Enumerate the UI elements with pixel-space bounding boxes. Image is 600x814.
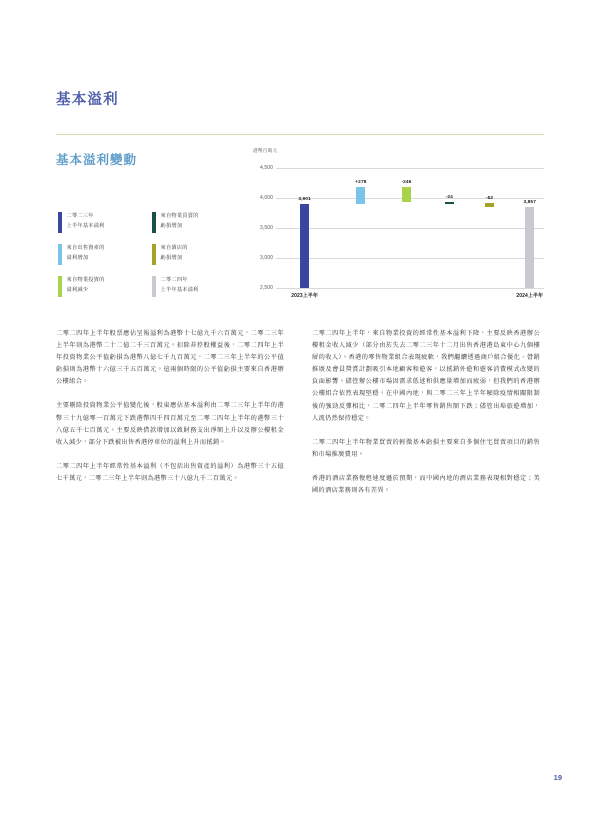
legend-column-left bbox=[58, 212, 144, 308]
legend-item bbox=[58, 244, 144, 265]
chart-x-label: 2023上半年 bbox=[291, 293, 319, 299]
chart-bar-label: 3,857 bbox=[523, 199, 536, 205]
chart-bar bbox=[300, 204, 309, 288]
body-paragraph: 香港的酒店業務復甦速度遜於預期，而中國內地的酒店業務表現相對穩定；美國的酒店業務則各有差異。 bbox=[312, 474, 540, 495]
legend-item-label: 來自物業投資的 溢利減少 bbox=[66, 277, 105, 293]
legend-item bbox=[58, 276, 144, 297]
chart-gridline bbox=[276, 258, 544, 259]
legend-item bbox=[152, 244, 238, 265]
basic-profit-waterfall-chart bbox=[248, 148, 548, 310]
chart-unit-label: 港幣百萬元 bbox=[253, 148, 278, 153]
page-title: 基本溢利 bbox=[56, 92, 119, 108]
legend-color-swatch bbox=[58, 244, 62, 265]
legend-color-swatch bbox=[152, 244, 156, 265]
legend-item bbox=[152, 276, 238, 297]
body-paragraph: 二零二四年上半年經常性基本溢利（不包括出售資產的溢利）為港幣三十五億七千萬元，二零二三年上半年則為港幣三十八億九千二百萬元。 bbox=[56, 462, 284, 482]
chart-y-tick: 3,000 bbox=[259, 255, 273, 261]
legend-item-label: 來自物業買賣的 虧損增加 bbox=[160, 213, 199, 229]
body-paragraph: 二零二四年上半年，來自物業投資的經常性基本溢利下降，主要反映香港辦公樓租金收入減少（部分由於失去二零二三年十二月出售香港港島東中心九個樓層的收入）。香港的零售物業組合表現疲軟，我們繼續透過商戶組合優化、營銷推廣及會員獎賞計劃吸引本地顧客和遊客，以抵銷外遊和遊客消費模式改變的負面影響。儘管辦公樓市場因需求低迷和供應量增加而疲弱，但我們的香港辦公樓組合依然表現堅穩。在中國內地，與二零二三年上半年解除疫情相關限制後的強勁反彈相比，二零二四年上半年零售銷售額下跌；儘管出埠旅遊增加，人流仍然保持穩定。 bbox=[312, 330, 540, 422]
chart-y-tick: 4,500 bbox=[259, 165, 273, 171]
legend-color-swatch bbox=[58, 276, 62, 297]
chart-y-tick: 4,000 bbox=[259, 195, 273, 201]
legend-item bbox=[152, 212, 238, 233]
chart-bar bbox=[356, 187, 365, 204]
chart-y-tick: 3,500 bbox=[259, 225, 273, 231]
chart-bar bbox=[445, 202, 454, 204]
chart-y-tick: 2,500 bbox=[259, 285, 273, 291]
legend-column-right bbox=[152, 212, 238, 308]
chart-bar-label: -24 bbox=[445, 195, 453, 201]
chart-section-title: 基本溢利變動 bbox=[56, 153, 138, 167]
legend-item-label: 二零二四年 上半年基本溢利 bbox=[160, 277, 199, 293]
legend-item-label: 來自酒店的 虧損增加 bbox=[160, 245, 188, 261]
body-paragraph: 二零二四年上半年物業買賣的輕微基本虧損主要來自多個住宅買賣項目的銷售和市場推廣費用。 bbox=[312, 438, 540, 458]
chart-gridline bbox=[276, 168, 544, 169]
chart-bar bbox=[402, 187, 411, 202]
body-column-left bbox=[56, 328, 284, 497]
chart-x-label: 2024上半年 bbox=[516, 293, 544, 299]
body-column-right bbox=[312, 328, 540, 509]
chart-gridline bbox=[276, 228, 544, 229]
legend-color-swatch bbox=[152, 212, 156, 233]
legend-color-swatch bbox=[152, 276, 156, 297]
chart-bar-label: -52 bbox=[485, 196, 494, 202]
chart-bar bbox=[525, 207, 534, 288]
legend-color-swatch bbox=[58, 212, 62, 233]
body-paragraph: 主要剔除投資物業公平值變化後，股東應佔基本溢利由二零二三年上半年的港幣三十九億零一百萬元下跌港幣四千四百萬元至二零二四年上半年的港幣三十八億五千七百萬元。主要反映借款增加以致財務支出淨額上升以及辦公樓租金收入減少，部分下跌被出售香港停車位的溢利上升而抵銷。 bbox=[56, 402, 284, 446]
chart-bar bbox=[485, 203, 494, 206]
chart-plot-area bbox=[248, 165, 548, 291]
title-divider bbox=[56, 134, 544, 135]
legend-item-label: 來自出售資產的 溢利增加 bbox=[66, 245, 105, 261]
legend-item-label: 二零二三年 上半年基本溢利 bbox=[66, 213, 105, 229]
chart-gridline bbox=[276, 288, 544, 289]
legend-item bbox=[58, 212, 144, 233]
chart-bar-label: +278 bbox=[355, 180, 367, 186]
chart-bar-label: 3,901 bbox=[298, 196, 311, 202]
body-paragraph: 二零二四年上半年股票應佔呈報溢利為港幣十七億九千六百萬元，二零二三年上半年則為港幣二十二億二千三百萬元。扣除非控股權益後，二零二四年上半年投資物業公平值虧損為港幣八億七千九百萬元，二零二三年上半年的公平值虧損則為港幣十六億三千五百萬元。這兩個時限的公平值虧損主要來自香港辦公樓組合。 bbox=[56, 330, 284, 386]
page-number: 19 bbox=[553, 773, 562, 782]
chart-bar-label: -246 bbox=[401, 180, 412, 186]
